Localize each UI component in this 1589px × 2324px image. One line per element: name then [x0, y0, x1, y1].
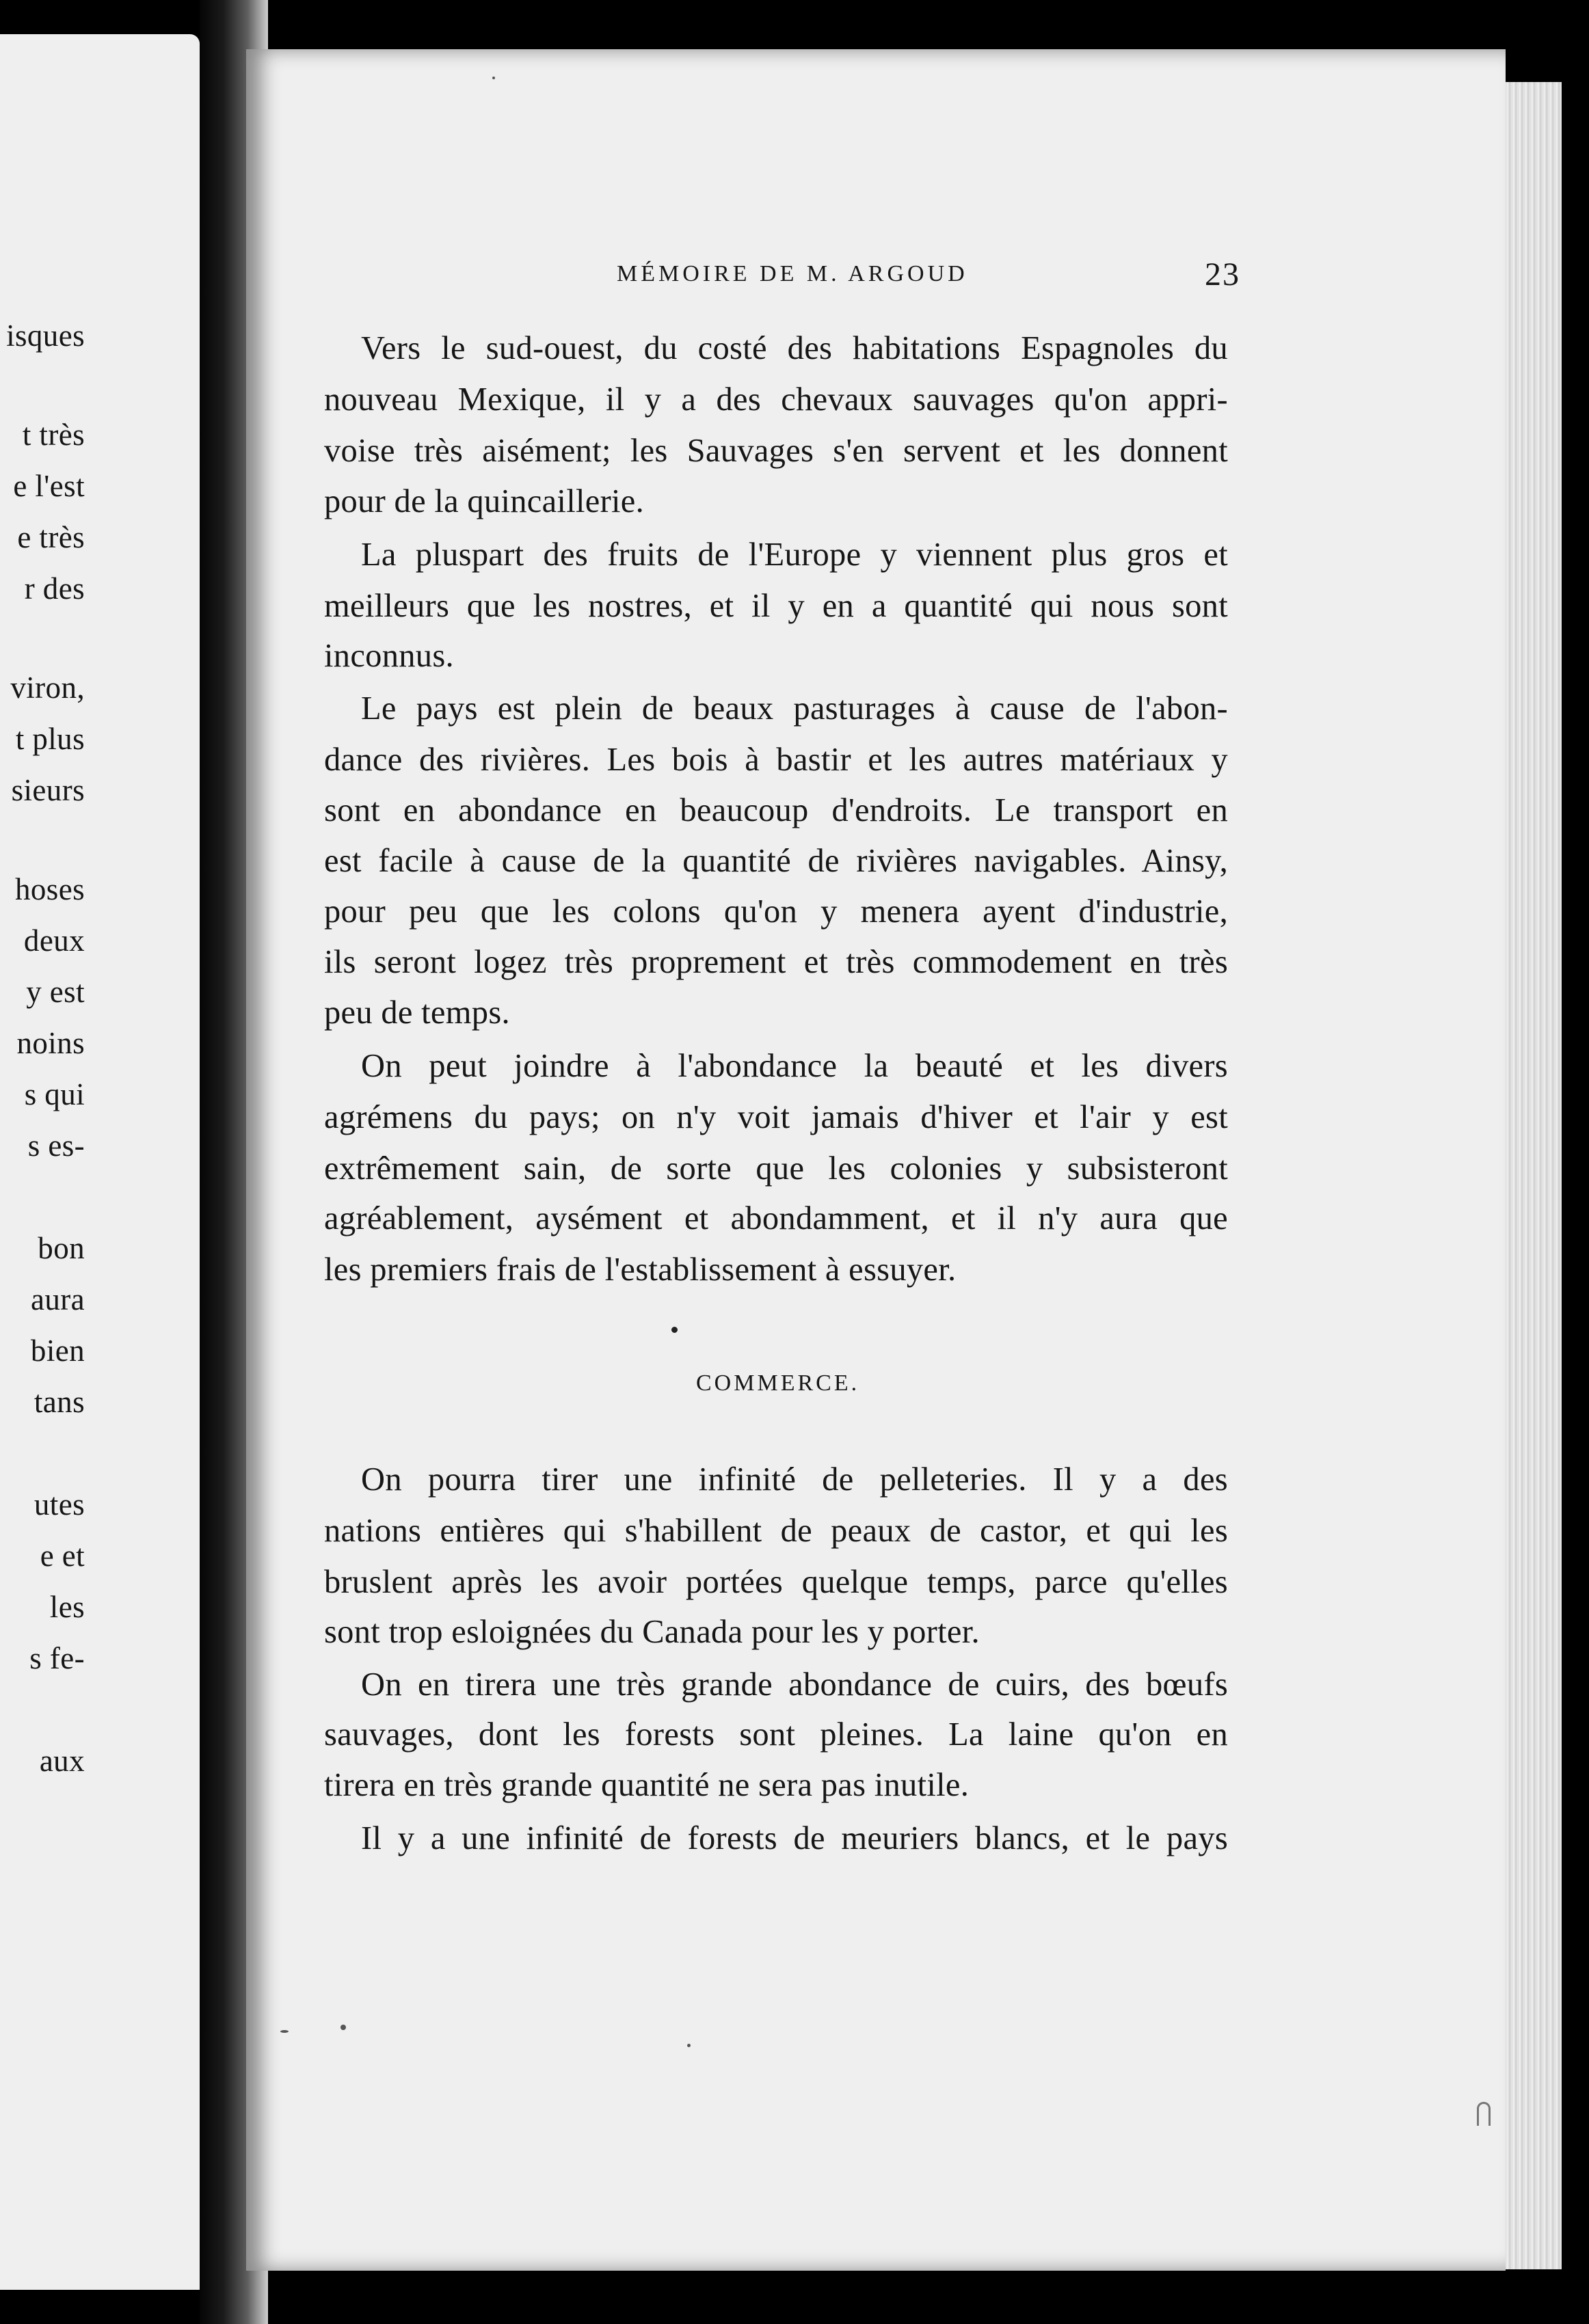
text-line: agréablement, aysément et abondamment, et il n'y aura que [324, 1200, 1228, 1237]
text-line: tirera en très grande quantité ne sera pas inutile. [324, 1767, 970, 1803]
left-page-line: r des [24, 571, 85, 606]
text-line: Le pays est plein de beaux pasturages à cause de l'abon- [361, 690, 1228, 727]
scan-speck [1477, 2102, 1491, 2126]
left-page-line: s fe- [29, 1641, 85, 1675]
text-line: On en tirera une très grande abondance de cuirs, des bœufs [361, 1666, 1228, 1703]
left-page-line: e très [17, 520, 85, 554]
left-page-line: sieurs [11, 773, 85, 807]
left-page-line: y est [26, 975, 85, 1009]
left-page-line: les [49, 1590, 85, 1624]
running-head: MÉMOIRE DE M. ARGOUD [617, 261, 968, 286]
text-line: agrémens du pays; on n'y voit jamais d'hiver et l'air y est [324, 1099, 1228, 1135]
text-line: les premiers frais de l'establissement à essuyer. [324, 1252, 957, 1288]
text-line: peu de temps. [324, 995, 510, 1031]
left-page-line: aura [30, 1282, 85, 1316]
left-page-line: tans [34, 1385, 85, 1419]
scan-speck [280, 2030, 289, 2033]
text-line: voise très aisément; les Sauvages s'en servent et les donnent [324, 433, 1228, 469]
text-line: est facile à cause de la quantité de rivières navigables. Ainsy, [324, 843, 1228, 879]
left-page-line: s es- [27, 1129, 85, 1163]
left-page-line: utes [34, 1487, 85, 1522]
text-line: Vers le sud-ouest, du costé des habitations Espagnoles du [361, 330, 1228, 366]
text-line: Il y a une infinité de forests de meuriers blancs, et le pays [361, 1820, 1228, 1856]
left-page-line: s qui [24, 1077, 85, 1111]
page-header [0, 256, 1589, 302]
text-line: La pluspart des fruits de l'Europe y viennent plus gros et [361, 537, 1228, 573]
text-line: nations entières qui s'habillent de peaux de castor, et qui les [324, 1513, 1228, 1549]
text-line: bruslent après les avoir portées quelque temps, parce qu'elles [324, 1564, 1228, 1600]
left-page-line: e et [40, 1539, 85, 1573]
page-edge-stack [1504, 82, 1562, 2269]
text-line: nouveau Mexique, il y a des chevaux sauvages qu'on appri- [324, 381, 1228, 418]
text-line: sont en abondance en beaucoup d'endroits. Le transport en [324, 792, 1228, 828]
left-page-line: hoses [15, 872, 85, 906]
text-line: sauvages, dont les forests sont pleines. La laine qu'on en [324, 1716, 1228, 1753]
text-line: meilleurs que les nostres, et il y en a quantité qui nous sont [324, 588, 1228, 624]
text-line: On peut joindre à l'abondance la beauté et les divers [361, 1048, 1228, 1084]
left-page-line: e l'est [13, 469, 85, 503]
left-page-line: aux [39, 1744, 85, 1778]
text-line: pour de la quincaillerie. [324, 483, 645, 519]
page-number: 23 [1205, 256, 1240, 293]
scan-speck [687, 2044, 691, 2047]
text-line: pour peu que les colons qu'on y menera ayent d'industrie, [324, 893, 1228, 930]
left-page-line: bon [38, 1231, 85, 1265]
text-line: extrêmement sain, de sorte que les colonies y subsisteront [324, 1150, 1228, 1187]
scan-speck [492, 77, 495, 79]
text-line: ils seront logez très proprement et très commodement en très [324, 944, 1228, 980]
left-facing-page [0, 34, 200, 2290]
left-page-line: t plus [15, 722, 85, 756]
text-line: sont trop esloignées du Canada pour les y porter. [324, 1614, 980, 1650]
text-line: inconnus. [324, 638, 454, 674]
scan-speck [340, 2025, 346, 2030]
left-page-line: t très [22, 418, 85, 452]
left-page-line: viron, [10, 671, 85, 705]
left-page-line: bien [30, 1334, 85, 1368]
stray-dot [671, 1327, 678, 1333]
text-line: On pourra tirer une infinité de pelleteries. Il y a des [361, 1461, 1228, 1498]
left-page-line: noins [16, 1026, 85, 1060]
left-page-line: isques [6, 319, 85, 353]
text-line: dance des rivières. Les bois à bastir et les autres matériaux y [324, 742, 1228, 778]
left-page-line: deux [23, 923, 85, 958]
section-heading: COMMERCE. [696, 1370, 860, 1396]
